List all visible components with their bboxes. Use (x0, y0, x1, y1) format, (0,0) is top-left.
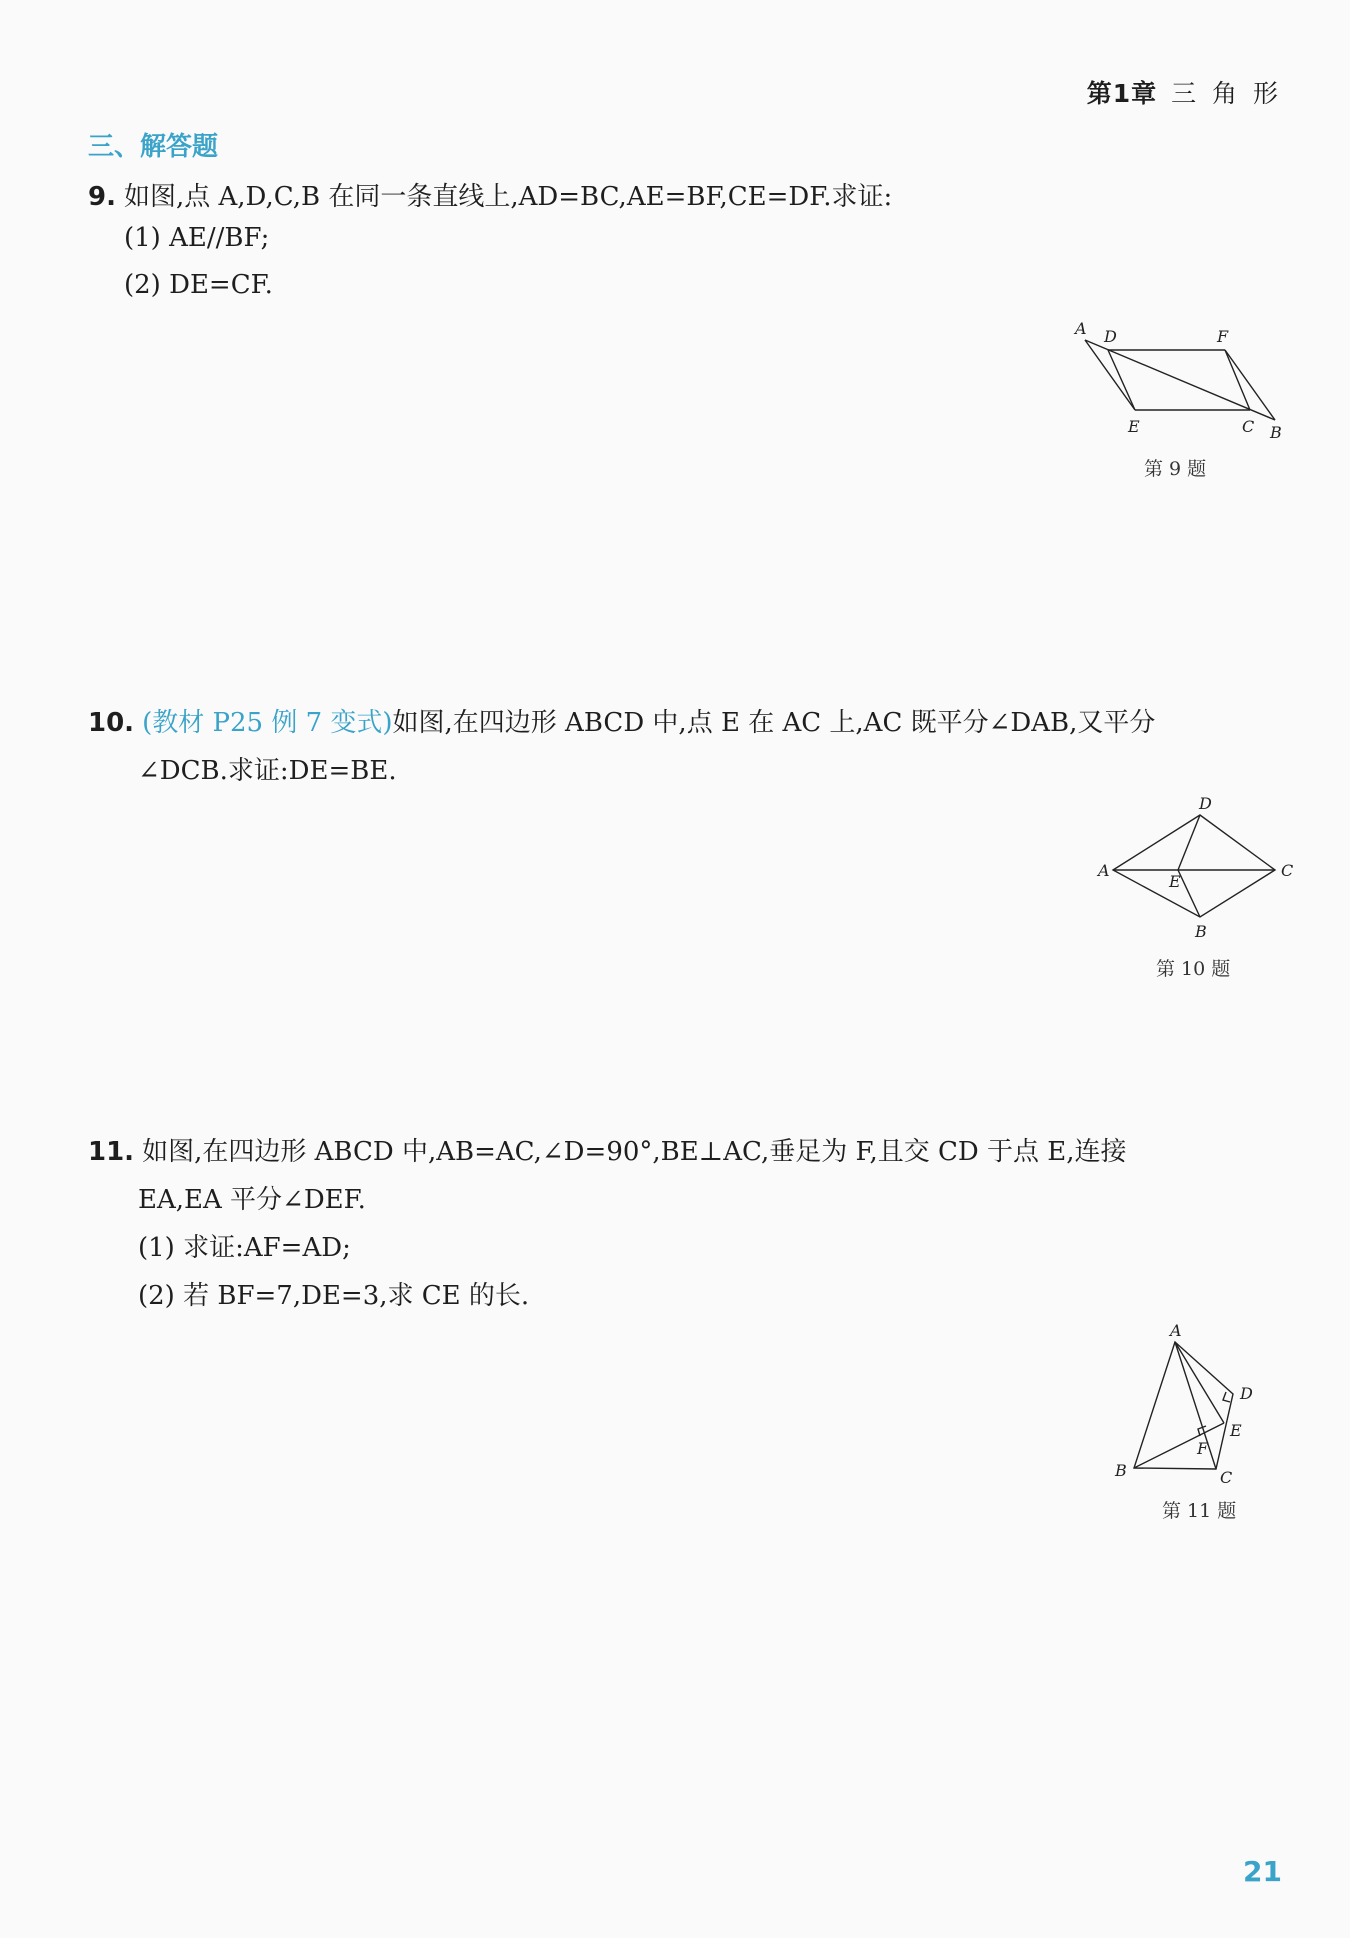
segment-DE (1178, 815, 1200, 870)
chapter-header (1087, 74, 1282, 110)
problem-11-caption: 第 11 题 (1162, 1500, 1237, 1522)
problem-9-statement (88, 176, 892, 213)
problem-11-number: 11. (88, 1137, 135, 1167)
label-D: D (1104, 327, 1117, 346)
problem-10-caption: 第 10 题 (1156, 958, 1231, 980)
chapter-title: 三 角 形 (1171, 79, 1282, 108)
label-B: B (1195, 922, 1207, 941)
problem-9-line-1: 如图,点 A,D,C,B 在同一条直线上,AD=BC,AE=BF,CE=DF.求证: (123, 182, 893, 212)
problem-9-part-2: (2) DE=CF. (124, 270, 273, 300)
problem-9-caption: 第 9 题 (1144, 458, 1207, 480)
problem-11-line-2: EA,EA 平分∠DEF. (138, 1185, 366, 1215)
problem-11-line-1: 如图,在四边形 ABCD 中,AB=AC,∠D=90°,BE⊥AC,垂足为 F,且交 CD 于点 E,连接 (142, 1137, 1127, 1167)
label-A: A (1170, 1321, 1182, 1340)
segment-EB (1178, 870, 1200, 917)
segment-BE (1134, 1423, 1224, 1468)
problem-11-statement (88, 1131, 1127, 1168)
problem-10-statement (88, 702, 1155, 739)
label-C: C (1281, 861, 1294, 880)
page-number: 21 (1243, 1855, 1282, 1888)
label-D: D (1240, 1384, 1253, 1403)
problem-9-figure (1070, 320, 1290, 450)
label-C: C (1220, 1468, 1233, 1487)
problem-11-figure (1105, 1320, 1305, 1487)
label-C: C (1242, 417, 1255, 436)
segment-AE (1175, 1342, 1224, 1423)
problem-9-part-1: (1) AE//BF; (124, 223, 270, 253)
problem-11-part-2: (2) 若 BF=7,DE=3,求 CE 的长. (138, 1281, 530, 1311)
label-F: F (1217, 327, 1229, 346)
section-title: 三、解答题 (88, 132, 219, 162)
problem-10-line-1: 如图,在四边形 ABCD 中,点 E 在 AC 上,AC 既平分∠DAB,又平分 (392, 708, 1156, 738)
label-A: A (1098, 861, 1110, 880)
problem-10-source: (教材 P25 例 7 变式) (142, 708, 393, 738)
label-D: D (1199, 794, 1212, 813)
problem-9-number: 9. (88, 182, 116, 212)
label-B: B (1270, 423, 1282, 442)
problem-10-line-2: ∠DCB.求证:DE=BE. (138, 756, 397, 786)
label-E: E (1128, 417, 1140, 436)
problem-10-figure (1095, 795, 1295, 945)
label-F: F (1197, 1439, 1209, 1458)
quad-ADCB (1134, 1342, 1233, 1469)
problem-10-number: 10. (88, 708, 135, 738)
label-E: E (1169, 872, 1181, 891)
label-A: A (1075, 319, 1087, 338)
problem-11-part-1: (1) 求证:AF=AD; (138, 1233, 351, 1263)
label-B: B (1115, 1461, 1127, 1480)
right-angle-D (1223, 1392, 1230, 1402)
chapter-number: 第1章 (1086, 79, 1158, 108)
label-E: E (1230, 1421, 1242, 1440)
